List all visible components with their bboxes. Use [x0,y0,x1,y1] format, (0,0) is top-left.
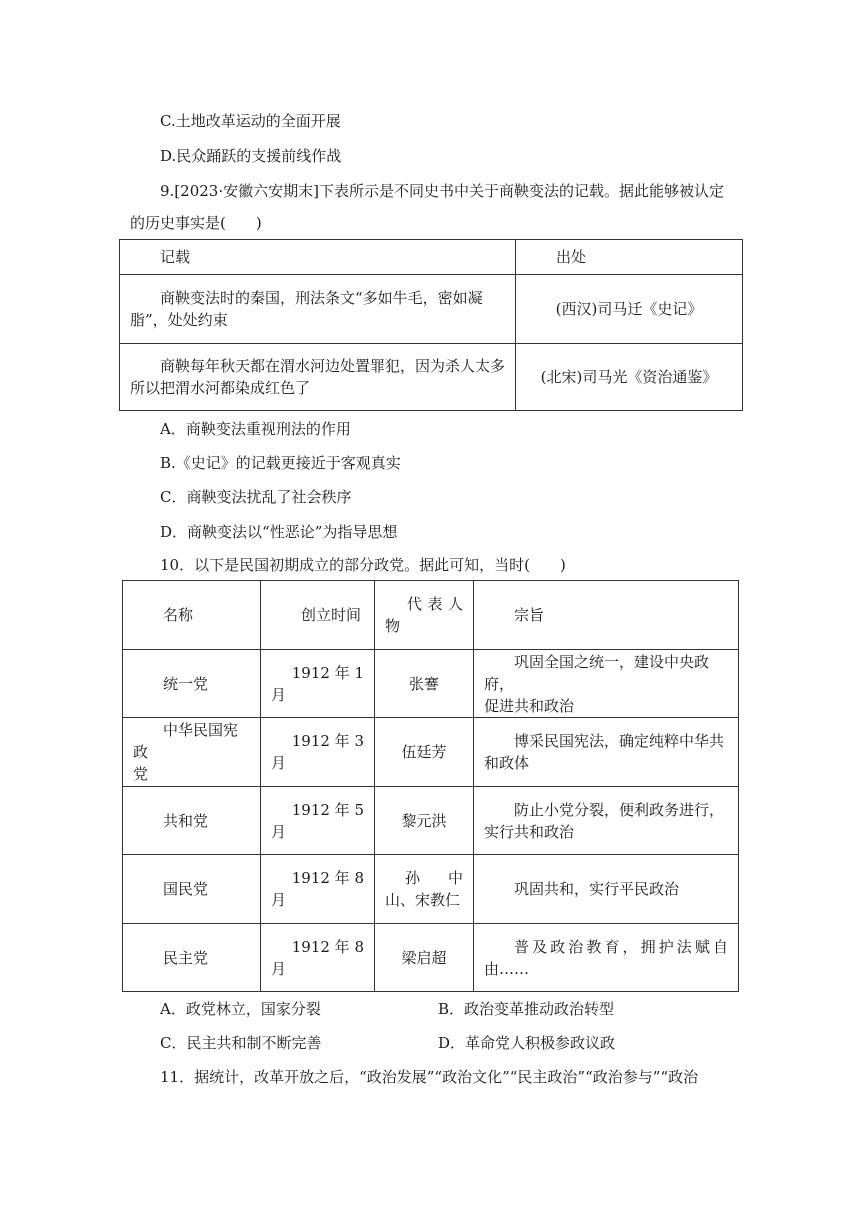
q10-time-line2: 月 [271,891,287,909]
table-row [123,855,739,924]
q10-time-cell [261,787,375,855]
q9-header-source: 出处 [516,240,743,275]
q9-header-record: 记载 [120,240,516,275]
q10-time-line2: 月 [271,959,287,978]
table-row [120,344,743,411]
q10-aim-line2: 实行共和政治 [484,822,575,841]
q10-aim-line1: 普及政治教育，拥护法赋自 [514,937,728,956]
q9-stem-line1: 9.[2023·安徽六安期末]下表所示是不同史书中关于商鞅变法的记载。据此能够被认定 [160,182,724,200]
q10-header-rep-line2: 物 [385,617,401,635]
q9-option-b: B.《史记》的记载更接近于客观真实 [160,454,401,472]
q10-rep-line2: 山、宋教仁 [385,891,461,909]
table-row [123,650,739,718]
q10-name-cell [123,787,261,855]
q10-option-c: C．民主共和制不断完善 [160,1034,322,1052]
q10-rep-line1: 孙 中 [405,869,463,887]
q10-stem: 10．以下是民国初期成立的部分政党。据此可知，当时( ) [160,556,566,574]
q10-rep-cell [375,787,474,855]
q9-record-cell [120,344,516,411]
q10-time-line1: 1912 年 8 [291,937,364,956]
q10-time-cell [261,924,375,992]
q10-rep-line1: 梁启超 [401,948,447,967]
q9-option-c: C．商鞅变法扰乱了社会秩序 [160,488,352,506]
q9-record-line1: 商鞅每年秋天都在渭水河边处置罪犯，因为杀人太多 [160,357,506,375]
q9-stem-line2: 的历史事实是( ) [130,214,262,232]
q10-name-line2: 党 [133,765,149,783]
q10-aim-line1: 巩固全国之统一，建设中央政府， [484,652,710,693]
q10-aim-line2: 由…… [484,959,530,978]
q10-option-b: B．政治变革推动政治转型 [438,1000,615,1018]
q9-record-line1: 商鞅变法时的秦国，刑法条文“多如牛毛，密如凝 [160,289,483,307]
q10-time-cell [261,855,375,924]
q9-source-cell: (西汉)司马迁《史记》 [516,275,743,344]
q10-time-line1: 1912 年 3 [291,732,364,750]
q10-header-aim: 宗旨 [474,581,739,650]
q9-option-d: D．商鞅变法以“性恶论”为指导思想 [160,523,398,541]
q10-time-line2: 月 [271,685,287,704]
table-row [123,718,739,787]
table-row [123,924,739,992]
q10-name-cell [123,650,261,718]
q9-option-a: A．商鞅变法重视刑法的作用 [160,420,351,438]
q9-record-cell [120,275,516,344]
q10-rep-cell [375,718,474,787]
q10-aim-cell [474,650,739,718]
q9-table [119,239,743,411]
q10-time-line2: 月 [271,754,287,772]
q10-name-line1: 国民党 [163,880,209,898]
q10-name-line1: 统一党 [163,674,209,693]
q10-time-line2: 月 [271,822,287,841]
q9-record-line2: 所以把渭水河都染成红色了 [130,379,311,397]
q10-header-representative [375,581,474,650]
q10-rep-line1: 黎元洪 [401,811,447,830]
q10-header-name: 名称 [123,581,261,650]
q10-aim-line1: 防止小党分裂，便利政务进行， [514,800,725,819]
table-row [123,787,739,855]
q10-time-cell [261,718,375,787]
q10-aim-line2: 和政体 [484,754,530,772]
q11-stem-line1: 11．据统计，改革开放之后，“政治发展”“政治文化”“民主政治”“政治参与”“政治 [160,1068,699,1086]
q10-name-cell [123,718,261,787]
q10-option-a: A．政党林立，国家分裂 [160,1000,321,1018]
q10-header-rep-line1: 代 表 人 [407,595,463,613]
q10-aim-line2: 促进共和政治 [484,696,575,715]
q10-name-line1: 共和党 [163,811,209,830]
q10-time-cell [261,650,375,718]
q10-rep-cell [375,924,474,992]
q10-rep-line1: 伍廷芳 [401,743,447,761]
q9-table-header-row [120,240,743,275]
q10-aim-cell [474,855,739,924]
q10-aim-cell [474,924,739,992]
q10-header-time: 创立时间 [261,581,375,650]
q10-table-header-row [123,581,739,650]
q10-aim-line1: 巩固共和，实行平民政治 [514,880,680,898]
q10-rep-line1: 张謇 [408,674,439,693]
q10-time-line1: 1912 年 8 [291,869,364,887]
q10-rep-cell [375,650,474,718]
q10-name-cell [123,924,261,992]
q10-rep-cell [375,855,474,924]
q10-name-line1: 民主党 [163,948,209,967]
q9-record-line2: 脂”，处处约束 [130,311,228,329]
q10-name-line1: 中华民国宪政 [133,721,239,761]
prev-option-d: D.民众踊跃的支援前线作战 [160,147,342,165]
q10-time-line1: 1912 年 1 [291,663,364,682]
q10-name-cell [123,855,261,924]
q10-table [122,580,739,992]
prev-option-c: C.土地改革运动的全面开展 [160,112,341,130]
q10-option-d: D．革命党人积极参政议政 [438,1034,616,1052]
q10-aim-cell [474,718,739,787]
q10-time-line1: 1912 年 5 [291,800,364,819]
q10-aim-cell [474,787,739,855]
q10-aim-line1: 博采民国宪法，确定纯粹中华共 [514,732,725,750]
q9-source-cell: (北宋)司马光《资治通鉴》 [516,344,743,411]
table-row [120,275,743,344]
